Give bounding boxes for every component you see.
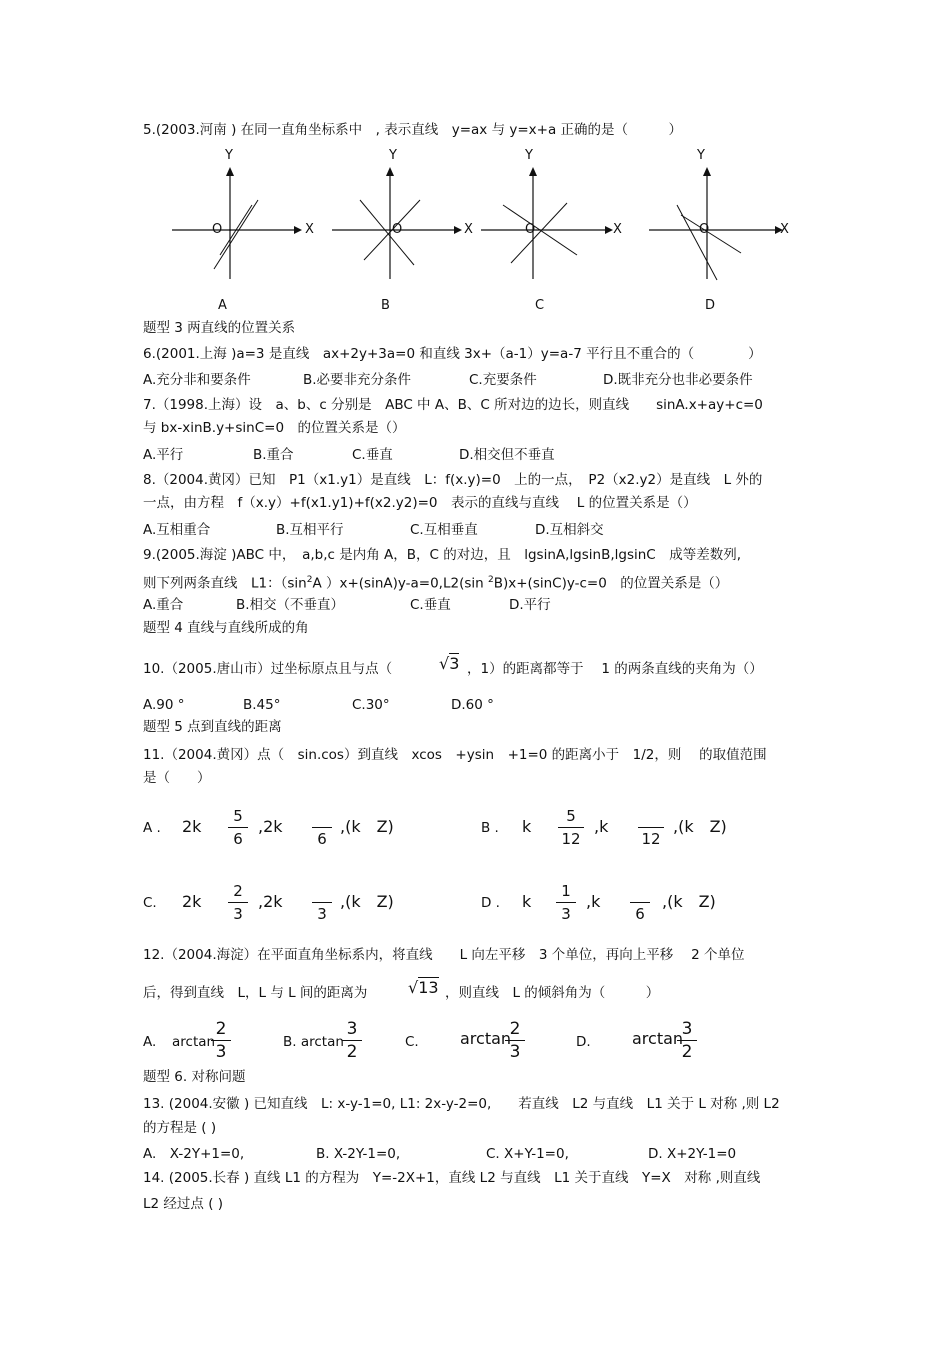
q10-sqrt <box>439 656 459 672</box>
q11-option-c-term1: 2k <box>182 892 202 911</box>
graph-b-y-label: Y <box>389 148 397 163</box>
numerator: 3 <box>346 1019 358 1039</box>
q11-option-b-term3: ,(k Z) <box>673 817 727 836</box>
q13-option-d: D. X+2Y-1=0 <box>648 1146 737 1162</box>
q11-option-a-label: A . <box>143 820 161 836</box>
q9-option-b: B.相交（不垂直） <box>236 597 345 613</box>
q8-option-b: B.互相平行 <box>276 522 344 538</box>
choice-c-label: C <box>535 298 545 313</box>
q6-option-a: A.充分非和要条件 <box>143 372 251 388</box>
q12-option-d-fraction <box>677 1019 697 1062</box>
q9-superscript-1: 2 <box>306 575 313 585</box>
q7-option-a: A.平行 <box>143 447 184 463</box>
fraction-bar <box>342 1040 362 1041</box>
q11-option-b-term2: ,k <box>594 817 609 836</box>
q6-option-c: C.充要条件 <box>469 372 537 388</box>
q12-option-b-label: B. arctan <box>283 1034 344 1050</box>
graph-b-origin-label: O <box>392 222 403 237</box>
q5-graph-d <box>645 145 805 295</box>
q14-line1: 14. (2005.长春 ) 直线 L1 的方程为 Y=-2X+1，直线 L2 与直线 L1 关于直线 Y=X 对称 ,则直线 <box>143 1170 761 1186</box>
denominator: 3 <box>317 905 327 923</box>
q12-option-b-fraction <box>342 1019 362 1062</box>
denominator: 6 <box>317 830 327 848</box>
q11-option-c-fraction2 <box>312 881 332 924</box>
graph-a-x-label: X <box>305 222 314 237</box>
fraction-bar <box>228 902 248 903</box>
graph-c-origin-label: O <box>525 222 536 237</box>
q12-option-c-fraction <box>505 1019 525 1062</box>
q8-option-a: A.互相重合 <box>143 522 211 538</box>
numerator: 1 <box>561 882 571 900</box>
denominator: 2 <box>346 1042 358 1062</box>
q8-line2: 一点，由方程 f（x.y）+f(x1.y1)+f(x2.y2)=0 表示的直线与直线 L 的位置关系是（） <box>143 495 697 511</box>
fraction-bar <box>630 902 650 903</box>
denominator: 12 <box>561 830 581 848</box>
denominator: 12 <box>641 830 661 848</box>
q9-option-a: A.重合 <box>143 597 184 613</box>
denominator: 3 <box>509 1042 521 1062</box>
q11-option-a-fraction1 <box>228 806 248 849</box>
q5-graph-c <box>465 145 635 295</box>
graph-a-y-label: Y <box>225 148 233 163</box>
choice-d-label: D <box>705 298 716 313</box>
q11-option-d-label: D . <box>481 895 500 911</box>
q13-line1: 13. (2004.安徽 ) 已知直线 L: x-y-1=0, L1: 2x-y-2=0, 若直线 L2 与直线 L1 关于 L 对称 ,则 L2 <box>143 1096 780 1112</box>
q11-option-d-fraction2 <box>630 881 650 924</box>
q12-line1: 12.（2004.海淀）在平面直角坐标系内，将直线 L 向左平移 3 个单位，再向上平移 2 个单位 <box>143 947 745 963</box>
q12-sqrt <box>408 980 439 996</box>
denominator: 2 <box>681 1042 693 1062</box>
fraction-bar <box>638 827 664 828</box>
q7-option-c: C.垂直 <box>352 447 393 463</box>
q11-option-a-term3: ,(k Z) <box>340 817 394 836</box>
q11-option-b-fraction1 <box>558 806 584 849</box>
q11-line2: 是（ ） <box>143 770 211 786</box>
choice-b-label: B <box>381 298 390 313</box>
q13-option-c: C. X+Y-1=0, <box>486 1146 569 1162</box>
fraction-bar <box>228 827 248 828</box>
q10-option-d: D.60 ° <box>451 697 494 713</box>
q9-superscript-2: 2 <box>487 575 494 585</box>
section-heading-type6: 题型 6. 对称问题 <box>143 1069 246 1085</box>
q11-option-d-fraction1 <box>556 881 576 924</box>
q8-option-c: C.互相垂直 <box>410 522 478 538</box>
q9-line2-part1: 则下列两条直线 L1：（sin <box>143 575 307 592</box>
denominator: 3 <box>215 1042 227 1062</box>
q9-line2 <box>143 572 728 592</box>
q6-option-b: B.必要非充分条件 <box>303 372 412 388</box>
q11-option-a-fraction2 <box>312 806 332 849</box>
graph-c-y-label: Y <box>525 148 533 163</box>
graph-d-origin-label: O <box>699 222 710 237</box>
q11-option-d-term3: ,(k Z) <box>662 892 716 911</box>
q11-option-c-fraction1 <box>228 881 248 924</box>
numerator: 3 <box>681 1019 693 1039</box>
q6-stem: 6.(2001.上海 )a=3 是直线 ax+2y+3a=0 和直线 3x+（a-1）y=a-7 平行且不重合的（ ） <box>143 346 762 362</box>
section-heading-type5: 题型 5 点到直线的距离 <box>143 719 282 735</box>
q5-graph-b <box>328 145 488 295</box>
q11-option-c-term2: ,2k <box>258 892 283 911</box>
q10-radicand: 3 <box>449 654 460 673</box>
q12-option-d-label: D. <box>576 1034 591 1050</box>
numerator: 2 <box>233 882 243 900</box>
q11-option-a-term1: 2k <box>182 817 202 836</box>
choice-a-label: A <box>218 298 227 313</box>
q11-option-a-term2: ,2k <box>258 817 283 836</box>
q10-stem-pre: 10.（2005.唐山市）过坐标原点且与点（ <box>143 661 393 677</box>
numerator: 5 <box>233 807 243 825</box>
q12-option-a-fraction <box>211 1019 231 1062</box>
q11-option-b-label: B . <box>481 820 499 836</box>
numerator: 2 <box>509 1019 521 1039</box>
q9-line1: 9.(2005.海淀 )ABC 中， a,b,c 是内角 A，B，C 的对边，且 lgsinA,lgsinB,lgsinC 成等差数列, <box>143 547 742 563</box>
fraction-bar <box>558 827 584 828</box>
numerator: 5 <box>566 807 576 825</box>
graph-d-y-label: Y <box>697 148 705 163</box>
fraction-bar <box>312 902 332 903</box>
denominator: 3 <box>561 905 571 923</box>
q7-option-d: D.相交但不垂直 <box>459 447 555 463</box>
q12-radicand: 13 <box>418 978 439 997</box>
q11-line1: 11.（2004.黄冈）点（ sin.cos）到直线 xcos +ysin +1=0 的距离小于 1/2，则 的取值范围 <box>143 747 767 763</box>
origin-marker <box>229 229 231 231</box>
q12-option-a-fn: arctan <box>172 1034 216 1050</box>
q12-line2-pre: 后，得到直线 L，L 与 L 间的距离为 <box>143 985 368 1001</box>
q14-line2: L2 经过点 ( ) <box>143 1196 224 1212</box>
q7-line1: 7.（1998.上海）设 a、b、c 分别是 ABC 中 A、B、C 所对边的边长，则直线 sinA.x+ay+c=0 <box>143 397 763 413</box>
q7-line2: 与 bx-xinB.y+sinC=0 的位置关系是（） <box>143 420 406 436</box>
graph-c-x-label: X <box>613 222 622 237</box>
q5-graph-a <box>168 145 328 295</box>
q10-option-c: C.30° <box>352 697 390 713</box>
q13-option-a: A. X-2Y+1=0, <box>143 1146 245 1162</box>
fraction-bar <box>312 827 332 828</box>
q9-option-d: D.平行 <box>509 597 551 613</box>
q11-option-c-label: C. <box>143 895 157 911</box>
q12-option-c-label: C. <box>405 1034 419 1050</box>
q7-option-b: B.重合 <box>253 447 294 463</box>
section-heading-type3: 题型 3 两直线的位置关系 <box>143 320 296 336</box>
q9-line2-part3: B)x+(sinC)y-c=0 的位置关系是（） <box>493 575 729 592</box>
sqrt-symbol: √ <box>408 978 419 997</box>
fraction-bar <box>211 1040 231 1041</box>
fraction-bar <box>677 1040 697 1041</box>
q8-line1: 8.（2004.黄冈）已知 P1（x1.y1）是直线 L：f(x.y)=0 上的一点， P2（x2.y2）是直线 L 外的 <box>143 472 763 488</box>
denominator: 6 <box>635 905 645 923</box>
q10-stem-post: ，1）的距离都等于 1 的两条直线的夹角为（） <box>467 661 763 677</box>
sqrt-symbol: √ <box>439 654 450 673</box>
denominator: 3 <box>233 905 243 923</box>
q5-stem: 5.(2003.河南 ) 在同一直角坐标系中 , 表示直线 y=ax 与 y=x+a 正确的是（ ） <box>143 122 683 138</box>
fraction-bar <box>556 902 576 903</box>
graph-d-x-label: X <box>780 222 789 237</box>
q11-option-d-term2: ,k <box>586 892 601 911</box>
q10-option-a: A.90 ° <box>143 697 185 713</box>
q13-option-b: B. X-2Y-1=0, <box>316 1146 401 1162</box>
q11-option-c-term3: ,(k Z) <box>340 892 394 911</box>
q12-option-a-label: A. <box>143 1034 157 1050</box>
section-heading-type4: 题型 4 直线与直线所成的角 <box>143 620 309 636</box>
q12-line2-post: ，则直线 L 的倾斜角为（ ） <box>445 985 660 1001</box>
numerator: 2 <box>215 1019 227 1039</box>
q8-option-d: D.互相斜交 <box>535 522 604 538</box>
q11-option-d-term1: k <box>522 892 532 911</box>
q11-option-b-term1: k <box>522 817 532 836</box>
q9-option-c: C.垂直 <box>410 597 451 613</box>
fraction-bar <box>505 1040 525 1041</box>
q12-option-c-fn: arctan <box>460 1029 512 1048</box>
graph-a-origin-label: O <box>212 222 223 237</box>
q11-option-b-fraction2 <box>638 806 664 849</box>
q10-option-b: B.45° <box>243 697 281 713</box>
q6-option-d: D.既非充分也非必要条件 <box>603 372 753 388</box>
q9-line2-part2: A ）x+(sinA)y-a=0,L2(sin <box>312 575 488 592</box>
q12-option-d-fn: arctan <box>632 1029 684 1048</box>
graph-b-x-label: X <box>464 222 473 237</box>
denominator: 6 <box>233 830 243 848</box>
q13-line2: 的方程是 ( ) <box>143 1120 217 1136</box>
